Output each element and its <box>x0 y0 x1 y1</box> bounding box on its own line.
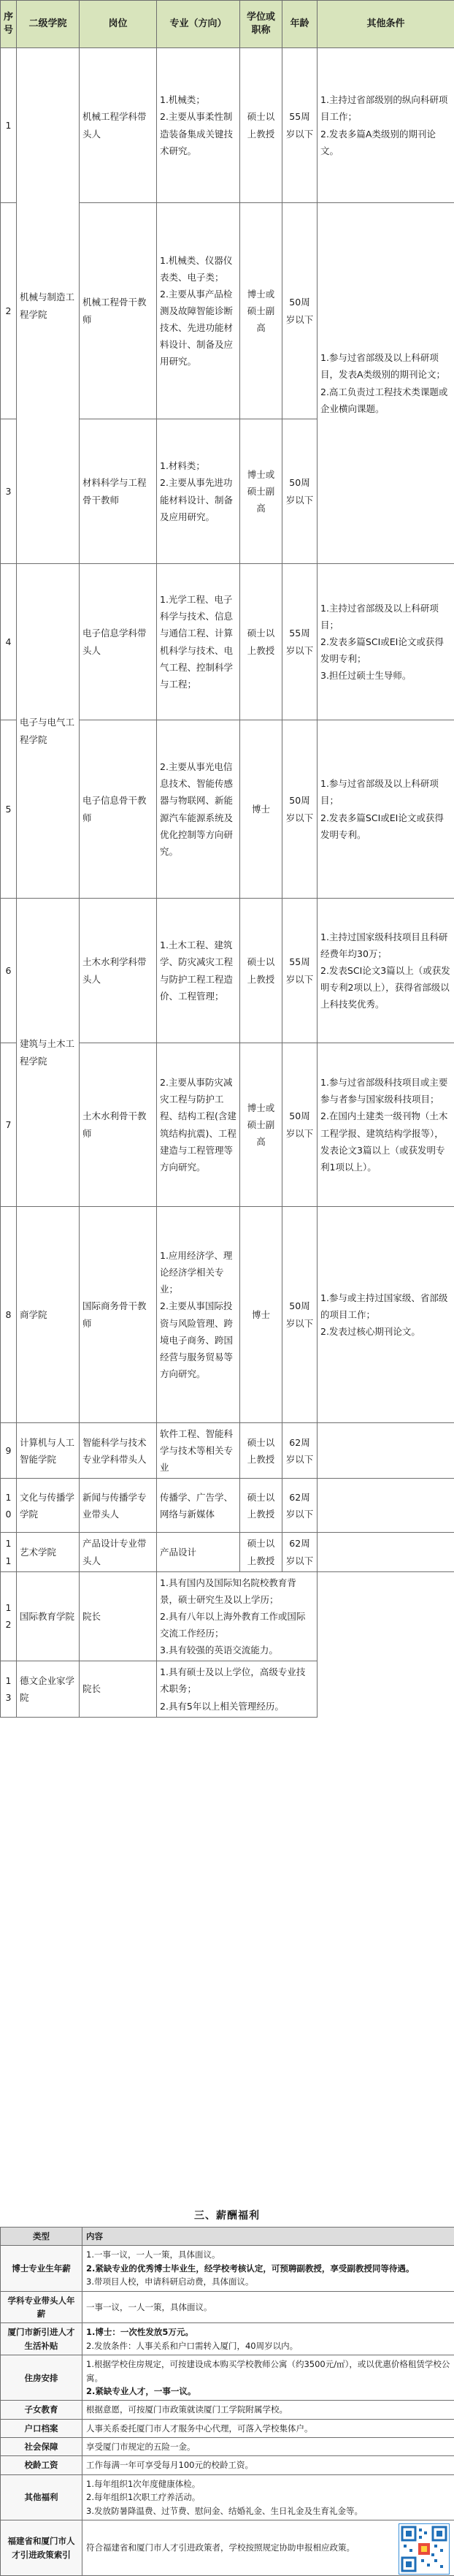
row-no: 4 <box>1 564 17 720</box>
welfare-type: 厦门市新引进人才生活补贴 <box>1 2323 82 2355</box>
row-no: 7 <box>1 1043 17 1207</box>
welfare-line: 一事一议，一人一策，具体面议。 <box>86 2301 450 2314</box>
other-line: 2.发表多篇SCI或EI论文或获得发明专利。 <box>320 809 451 843</box>
position-cell: 材料科学与工程骨干教师 <box>80 419 157 564</box>
age-cell: 50周岁以下 <box>282 720 318 899</box>
major-line: 1.应用经济学、理论经济学相关专业； <box>160 1247 236 1297</box>
other-line: 2.发表过核心期刊论文。 <box>320 1323 451 1340</box>
other-cell <box>318 1533 454 1571</box>
major-cell <box>157 1533 240 1571</box>
position-cell: 土木水利学科带头人 <box>80 899 157 1043</box>
table-row <box>1 1207 454 1423</box>
welfare-content <box>82 2291 454 2323</box>
college-cell: 文化与传播学学院 <box>17 1479 80 1533</box>
college-cell: 国际教育学院 <box>17 1571 80 1661</box>
major-line: 软件工程、智能科学与技术等相关专业 <box>160 1425 236 1476</box>
major-cell <box>157 564 240 720</box>
major-line: 1.土木工程、建筑学、防灾减灾工程与防护工程工程造价、工程管理； <box>160 937 236 1005</box>
row-no: 6 <box>1 899 17 1043</box>
welfare-type: 校龄工资 <box>1 2456 82 2474</box>
other-cell <box>318 1423 454 1479</box>
welfare-line: 2.紧缺专业的优秀博士毕业生，经学校考核认定，可预聘副教授，享受副教授同等待遇。 <box>86 2262 450 2275</box>
major-cell <box>157 419 240 564</box>
major-line: 2.主要从事光电信息技术、智能传感器与物联网、新能源汽车能源系统及优化控制等方向研究。 <box>160 758 236 860</box>
welfare-row <box>1 2401 454 2419</box>
major-line: 产品设计 <box>160 1544 236 1561</box>
table-row <box>1 564 454 720</box>
welfare-line: 1.根据学校住房规定，可按建设成本购买学校教师公寓（约3500元/㎡），或以优惠价格租赁学校公寓。 <box>86 2358 450 2385</box>
college-cell: 计算机与人工智能学院 <box>17 1423 80 1479</box>
welfare-line: 根据意愿，可按厦门市政策就读厦门工学院附属学校。 <box>86 2403 450 2416</box>
welfare-row <box>1 2419 454 2437</box>
position-cell: 土木水利骨干教师 <box>80 1043 157 1207</box>
table-header-row <box>1 1 454 48</box>
degree-cell: 博士 <box>240 1207 282 1423</box>
position-cell: 新闻与传播学专业带头人 <box>80 1479 157 1533</box>
welfare-line: 符合福建省和厦门市人才引进政策者，学校按照规定协助申报相应政策。 <box>86 2541 450 2554</box>
position-cell: 电子信息骨干教师 <box>80 720 157 899</box>
welfare-line: 2.每年组织1次职工疗养活动。 <box>86 2491 450 2504</box>
row-no: 12 <box>1 1571 17 1661</box>
welfare-header-row <box>1 2228 454 2246</box>
other-cell <box>318 203 454 564</box>
welfare-type: 住房安排 <box>1 2355 82 2401</box>
age-cell: 62周岁以下 <box>282 1533 318 1571</box>
welfare-content <box>82 2438 454 2456</box>
table-row <box>1 1661 454 1717</box>
major-cell <box>157 899 240 1043</box>
major-cell <box>157 1043 240 1207</box>
other-line: 1.主持过省部级别的纵向科研项目工作； <box>320 91 451 125</box>
major-line: 2.主要从事国际投资与风险管理、跨境电子商务、跨国经营与服务贸易等方向研究。 <box>160 1297 236 1382</box>
position-cell: 电子信息学科带头人 <box>80 564 157 720</box>
degree-cell: 硕士以上教授 <box>240 1479 282 1533</box>
welfare-content <box>82 2520 454 2576</box>
degree-cell: 博士 <box>240 720 282 899</box>
degree-cell: 硕士以上教授 <box>240 564 282 720</box>
college-cell: 艺术学院 <box>17 1533 80 1571</box>
welfare-content <box>82 2355 454 2401</box>
other-cell <box>318 48 454 203</box>
degree-cell: 硕士以上教授 <box>240 1533 282 1571</box>
other-line: 1.主持过国家级科技项目且科研经费年均30万； <box>320 929 451 962</box>
major-line: 2.主要从事柔性制造装备集成关键技术研究。 <box>160 108 236 159</box>
college-cell: 电子与电气工程学院 <box>17 564 80 899</box>
position-cell: 智能科学与技术专业学科带头人 <box>80 1423 157 1479</box>
other-line: 2.高工负责过工程技术类课题或企业横向课题。 <box>320 384 451 417</box>
welfare-row <box>1 2246 454 2291</box>
other-line: 2.发表多篇A类级别的期刊论文。 <box>320 126 451 159</box>
welfare-row <box>1 2291 454 2323</box>
welfare-row <box>1 2474 454 2520</box>
welfare-line: 1.每年组织1次年度健康体检。 <box>86 2477 450 2491</box>
welfare-type: 子女教育 <box>1 2401 82 2419</box>
other-line: 2.在国内土建类一级刊物（土木工程学报、建筑结构学报等），发表论文3篇以上（或获发明专利1项以上）。 <box>320 1108 451 1175</box>
major-cell <box>157 1423 240 1479</box>
other-cell <box>318 1479 454 1533</box>
college-cell: 建筑与土木工程学院 <box>17 899 80 1207</box>
major-line: 1.机械类； <box>160 91 236 108</box>
age-cell: 50周岁以下 <box>282 1207 318 1423</box>
other-line: 1.具有硕士及以上学位，高级专业技术职务； <box>160 1664 314 1697</box>
major-line: 2.主要从事产品检测及故障智能诊断技术、先进功能材料设计、制备及应用研究。 <box>160 286 236 370</box>
other-line: 1.具有国内及国际知名院校教育背景，硕士研究生及以上学历； <box>160 1574 314 1608</box>
degree-cell: 硕士以上教授 <box>240 899 282 1043</box>
col-header-other: 其他条件 <box>318 1 454 48</box>
major-line: 1.材料类； <box>160 457 236 474</box>
welfare-line: 3.发放防暑降温费、过节费、慰问金、结婚礼金、生日礼金及生育礼金等。 <box>86 2504 450 2518</box>
major-cell <box>157 203 240 419</box>
col-header-degree: 学位或职称 <box>240 1 282 48</box>
major-cell <box>157 1479 240 1533</box>
welfare-row <box>1 2355 454 2401</box>
col-header-position: 岗位 <box>80 1 157 48</box>
other-line: 3.具有较强的英语交流能力。 <box>160 1642 314 1658</box>
row-no: 2 <box>1 203 17 419</box>
row-no: 3 <box>1 419 17 564</box>
age-cell: 55周岁以下 <box>282 564 318 720</box>
other-line: 2.具有八年以上海外教育工作或国际交流工作经历； <box>160 1608 314 1642</box>
degree-cell: 博士或硕士副高 <box>240 203 282 419</box>
welfare-content <box>82 2401 454 2419</box>
degree-cell: 博士或硕士副高 <box>240 1043 282 1207</box>
welfare-content <box>82 2419 454 2437</box>
age-cell: 62周岁以下 <box>282 1479 318 1533</box>
col-header-no: 序号 <box>1 1 17 48</box>
other-line: 2.具有5年以上相关管理经历。 <box>160 1698 314 1715</box>
other-line: 1.参与或主持过国家级、省部级的项目工作； <box>320 1289 451 1323</box>
section-title: 三、薪酬福利 <box>0 2208 454 2222</box>
position-cell: 机械工程骨干教师 <box>80 203 157 419</box>
major-cell <box>157 1661 318 1717</box>
welfare-header-content: 内容 <box>82 2228 454 2246</box>
other-line: 1.参与过省部级及以上科研项目； <box>320 775 451 809</box>
welfare-type: 博士专业生年薪 <box>1 2246 82 2291</box>
other-cell <box>318 720 454 899</box>
welfare-row <box>1 2323 454 2355</box>
row-no: 10 <box>1 1479 17 1533</box>
welfare-type: 福建省和厦门市人才引进政策索引 <box>1 2520 82 2576</box>
welfare-row <box>1 2520 454 2576</box>
welfare-row <box>1 2438 454 2456</box>
row-no: 5 <box>1 720 17 899</box>
qr-code-icon <box>399 2523 450 2575</box>
row-no: 1 <box>1 48 17 203</box>
age-cell: 62周岁以下 <box>282 1423 318 1479</box>
age-cell: 50周岁以下 <box>282 1043 318 1207</box>
table-row <box>1 1533 454 1571</box>
major-cell <box>157 1571 318 1661</box>
table-row <box>1 1479 454 1533</box>
row-no: 9 <box>1 1423 17 1479</box>
welfare-type: 户口档案 <box>1 2419 82 2437</box>
table-row <box>1 48 454 203</box>
welfare-content <box>82 2323 454 2355</box>
welfare-line: 享受厦门市规定的五险一金。 <box>86 2440 450 2453</box>
major-line: 2.主要从事先进功能材料设计、制备及应用研究。 <box>160 474 236 525</box>
welfare-type: 其他福利 <box>1 2474 82 2520</box>
other-line: 1.参与过省部级及以上科研项目，发表A类级别的期刊论文； <box>320 349 451 383</box>
welfare-line: 1.一事一议，一人一策，具体面议。 <box>86 2248 450 2261</box>
major-line: 1.机械类、仪器仪表类、电子类； <box>160 252 236 286</box>
other-line: 1.主持过省部级及以上科研项目； <box>320 600 451 633</box>
degree-cell: 硕士以上教授 <box>240 1423 282 1479</box>
welfare-line: 1.博士：一次性发放5万元。 <box>86 2325 450 2339</box>
other-line: 1.参与过省部级科技项目或主要参与者参与国家级科技项目； <box>320 1074 451 1108</box>
col-header-major: 专业（方向） <box>157 1 240 48</box>
age-cell: 55周岁以下 <box>282 48 318 203</box>
age-cell: 50周岁以下 <box>282 419 318 564</box>
col-header-age: 年龄 <box>282 1 318 48</box>
other-line: 3.担任过硕士生导师。 <box>320 667 451 684</box>
table-row <box>1 899 454 1043</box>
age-cell: 50周岁以下 <box>282 203 318 419</box>
welfare-table <box>0 2227 454 2576</box>
row-no: 8 <box>1 1207 17 1423</box>
welfare-line: 工作每满一年可享受每月100元的校龄工资。 <box>86 2458 450 2472</box>
welfare-content <box>82 2474 454 2520</box>
welfare-type: 社会保障 <box>1 2438 82 2456</box>
other-cell <box>318 564 454 720</box>
welfare-line: 2.发放条件：人事关系和户口需转入厦门，40周岁以内。 <box>86 2339 450 2352</box>
other-line: 2.发表SCI论文3篇以上（或获发明专利2项以上），获得省部级以上科技奖优秀。 <box>320 962 451 1013</box>
age-cell: 55周岁以下 <box>282 899 318 1043</box>
major-line: 1.光学工程、电子科学与技术、信息与通信工程、计算机科学与技术、电气工程、控制科学与工程； <box>160 591 236 693</box>
other-cell <box>318 899 454 1043</box>
other-cell <box>318 1207 454 1423</box>
college-cell: 机械与制造工程学院 <box>17 48 80 564</box>
welfare-type: 学科专业带头人年薪 <box>1 2291 82 2323</box>
college-cell: 德文企业家学院 <box>17 1661 80 1717</box>
other-line: 2.发表多篇SCI或EI论文或获得发明专利； <box>320 633 451 667</box>
position-cell: 机械工程学科带头人 <box>80 48 157 203</box>
welfare-line: 3.带项目人校，申请科研启动费，具体面议。 <box>86 2275 450 2288</box>
table-row <box>1 1423 454 1479</box>
major-line: 传播学、广告学、网络与新媒体 <box>160 1489 236 1523</box>
position-cell: 国际商务骨干教师 <box>80 1207 157 1423</box>
welfare-line: 2.紧缺专业人才，一事一议。 <box>86 2385 450 2398</box>
major-line: 2.主要从事防灾减灾工程与防护工程、结构工程(含建筑结构抗震)、工程建造与工程管理等方向研究。 <box>160 1074 236 1175</box>
qr-code-graphic <box>399 2524 449 2574</box>
table-row <box>1 1571 454 1661</box>
major-cell <box>157 720 240 899</box>
position-cell: 产品设计专业带头人 <box>80 1533 157 1571</box>
major-cell <box>157 1207 240 1423</box>
welfare-row <box>1 2456 454 2474</box>
welfare-content <box>82 2246 454 2291</box>
degree-cell: 硕士以上教授 <box>240 48 282 203</box>
welfare-line: 人事关系委托厦门市人才服务中心代理，可落入学校集体户。 <box>86 2422 450 2435</box>
position-cell: 院长 <box>80 1571 157 1661</box>
position-cell: 院长 <box>80 1661 157 1717</box>
other-cell <box>318 1043 454 1207</box>
college-cell: 商学院 <box>17 1207 80 1423</box>
welfare-content <box>82 2456 454 2474</box>
row-no: 13 <box>1 1661 17 1717</box>
major-cell <box>157 48 240 203</box>
welfare-header-type: 类型 <box>1 2228 82 2246</box>
degree-cell: 博士或硕士副高 <box>240 419 282 564</box>
col-header-college: 二级学院 <box>17 1 80 48</box>
row-no: 11 <box>1 1533 17 1571</box>
